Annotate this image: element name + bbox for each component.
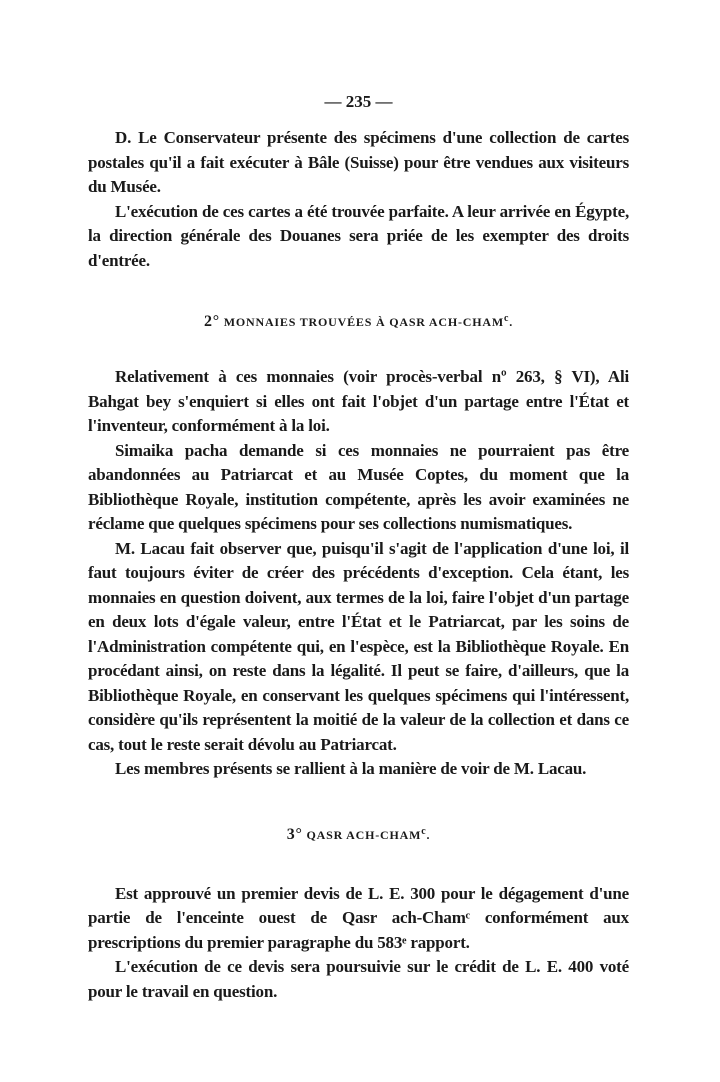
paragraph-2-2: Simaika pacha demande si ces monnaies ne pourraient pas être abandonnées au Patriarcat et au Musée Coptes, du moment que la Bibliothèque Royale, institution compétente, après les avoir examinées ne réclame que quelques spécimens pour ses collections numismatiques. bbox=[88, 440, 629, 533]
section-heading-2: 2° MONNAIES TROUVÉES À QASR ACH-CHAM$^c$. bbox=[203, 313, 514, 330]
paragraph-d-2: L'exécution de ces cartes a été trouvée parfaite. A leur arrivée en Égypte, la direction générale des Douanes sera priée de les exempter des droits d'entrée. bbox=[88, 201, 629, 270]
page-number: — 235 — bbox=[324, 92, 393, 111]
section-number: 3° bbox=[286, 825, 303, 843]
document-page bbox=[88, 92, 629, 1004]
paragraph-2-3: M. Lacau fait observer que, puisqu'il s'agit de l'application d'une loi, il faut toujours éviter de créer des précédents d'exception. Cela étant, les monnaies en question doivent, aux termes de la loi, faire l'objet d'un partage en deux lots d'égale valeur, entre l'État et le Patriarcat, par les soins de l'Administration compétente qui, en l'espèce, est la Bibliothèque Royale. En procédant ainsi, on reste dans la légalité. Il peut se faire, d'ailleurs, que la Bibliothèque Royale, en conservant les quelques spécimens qui l'intéressent, considère qu'ils représentent la moitié de la valeur de la collection et dans ce cas, tout le reste serait dévolu au Patriarcat. bbox=[88, 538, 629, 754]
section-title: MONNAIES TROUVÉES À QASR ACH-CHAM bbox=[223, 315, 504, 329]
paragraph-2-4: Les membres présents se rallient à la manière de voir de M. Lacau. bbox=[115, 759, 587, 778]
paragraph-3-2: L'exécution de ce devis sera poursuivie sur le crédit de L. E. 400 voté pour le travail en question. bbox=[88, 957, 629, 1001]
section-heading-3: 3° QASR ACH-CHAM$^c$. bbox=[286, 825, 431, 843]
paragraph-d-1: D. Le Conservateur présente des spécimens d'une collection de cartes postales qu'il a fait exécuter à Bâle (Suisse) pour être vendues aux visiteurs du Musée. bbox=[88, 128, 629, 196]
paragraph-3-1: Est approuvé un premier devis de L. E. 300 pour le dégagement d'une partie de l'enceinte ouest de Qasr ach-Chamᶜ conformément aux prescriptions du premier paragraphe du 583ᵉ rapport. bbox=[88, 883, 629, 952]
section-title-sup: c bbox=[503, 313, 510, 324]
paragraph-2-1: Relativement à ces monnaies (voir procès-verbal nº 263, § VI), Ali Bahgat bey s'enquiert si elles ont fait l'objet d'un partage entre l'État et l'inventeur, conformément à la loi. bbox=[88, 367, 629, 435]
section-number: 2° bbox=[203, 313, 220, 330]
section-title-sup: c bbox=[421, 825, 427, 837]
section-title: QASR ACH-CHAM bbox=[306, 827, 422, 842]
